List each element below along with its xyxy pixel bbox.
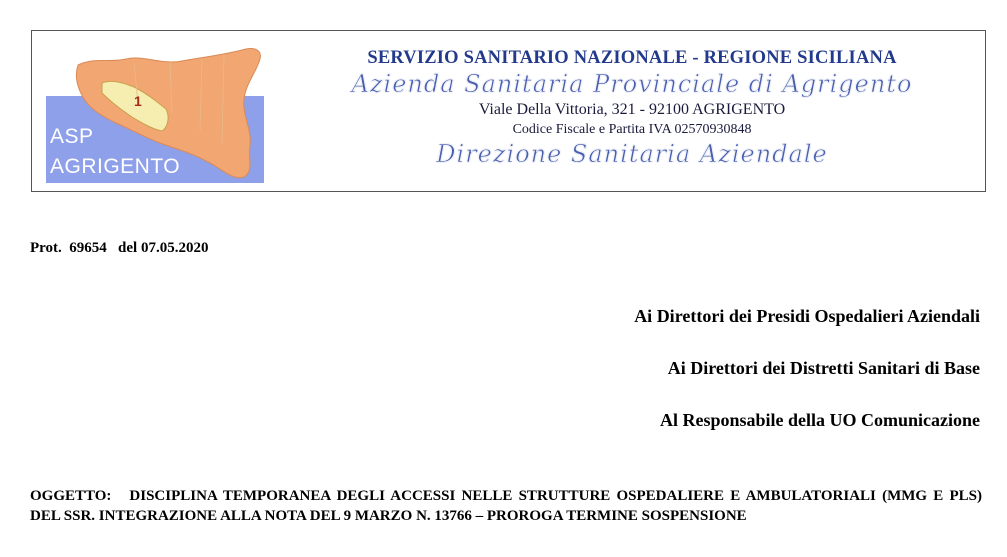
agency-address: Viale Della Vittoria, 321 - 92100 AGRIGENTO — [478, 101, 786, 118]
agency-name: Azienda Sanitaria Provinciale di Agrigento — [351, 70, 913, 98]
logo-text-agrigento: AGRIGENTO — [50, 155, 181, 178]
department-name: Direzione Sanitaria Aziendale — [436, 140, 828, 168]
subject-paragraph — [30, 486, 982, 526]
asp-logo — [46, 43, 264, 183]
letterhead-text — [292, 47, 972, 169]
protocol-label: Prot. — [30, 240, 62, 256]
tax-code: Codice Fiscale e Partita IVA 02570930848 — [512, 122, 752, 137]
recipients-block — [634, 305, 980, 461]
subject-label: OGGETTO: — [30, 488, 112, 504]
service-title: SERVIZIO SANITARIO NAZIONALE - REGIONE SICILIANA — [367, 48, 897, 68]
protocol-number: 69654 — [69, 240, 107, 256]
protocol-date: del 07.05.2020 — [118, 240, 209, 256]
recipient-presidi: Ai Direttori dei Presidi Ospedalieri Aziendali — [634, 306, 980, 326]
logo-number: 1 — [134, 93, 142, 109]
recipient-comunicazione: Al Responsabile della UO Comunicazione — [659, 410, 980, 430]
letterhead — [31, 30, 986, 192]
subject-text: DISCIPLINA TEMPORANEA DEGLI ACCESSI NELLE STRUTTURE OSPEDALIERE E AMBULATORIALI (MMG E PLS) DEL SSR. INTEGRAZIONE ALLA NOTA DEL 9 MARZO N. 13766 – PROROGA TERMINE SOSPENSIONE — [30, 488, 982, 524]
logo-text-asp: ASP — [50, 125, 94, 148]
protocol-line — [30, 240, 208, 257]
recipient-distretti: Ai Direttori dei Distretti Sanitari di Base — [667, 358, 980, 378]
